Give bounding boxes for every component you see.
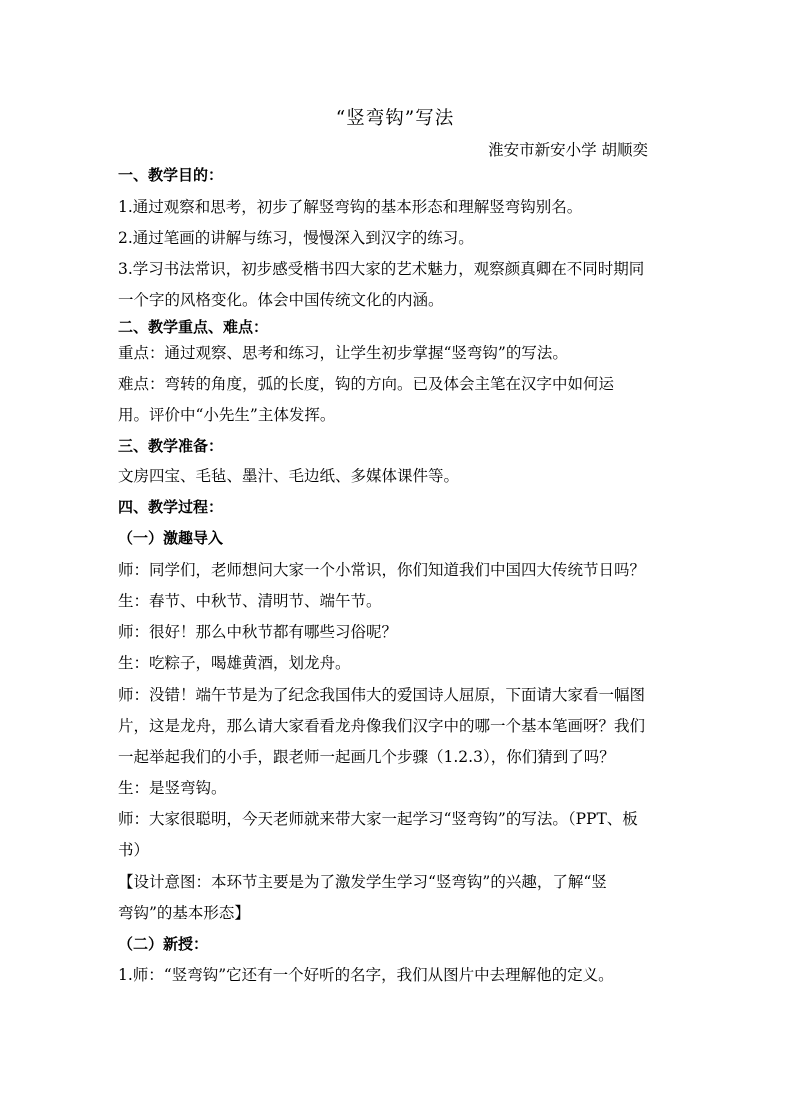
author-line: 淮安市新安小学 胡顺奕 [488, 141, 648, 159]
subsection-intro: （一）激趣导入 [118, 529, 224, 547]
dialogue-line: 师：没错！端午节是为了纪念我国伟大的爱国诗人屈原，下面请大家看一幅图 [118, 686, 646, 704]
dialogue-line: 师：同学们，老师想问大家一个小常识，你们知道我们中国四大传统节日吗？ [118, 561, 646, 579]
dialogue-line: 师：很好！那么中秋节都有哪些习俗呢？ [118, 623, 398, 641]
dialogue-line: 书） [118, 841, 150, 859]
difficult-point-cont: 用。评价中“小先生”主体发挥。 [118, 406, 336, 424]
design-intent-cont: 弯钩”的基本形态】 [118, 904, 250, 922]
dialogue-line: 生：是竖弯钩。 [118, 779, 227, 797]
section-heading-preparation: 三、教学准备： [118, 437, 224, 455]
dialogue-line: 1.师：“竖弯钩”它还有一个好听的名字，我们从图片中去理解他的定义。 [118, 966, 614, 984]
objective-1: 1.通过观察和思考，初步了解竖弯钩的基本形态和理解竖弯钩别名。 [118, 198, 583, 216]
dialogue-line: 生：春节、中秋节、清明节、端午节。 [118, 592, 382, 610]
dialogue-line: 生：吃粽子，喝雄黄酒，划龙舟。 [118, 654, 351, 672]
section-heading-objectives: 一、教学目的： [118, 166, 224, 184]
subsection-new-lesson: （二）新授： [118, 935, 209, 953]
objective-2: 2.通过笔画的讲解与练习，慢慢深入到汉字的练习。 [118, 229, 474, 247]
document-title: “竖弯钩”写法 [335, 108, 455, 129]
section-heading-process: 四、教学过程： [118, 498, 224, 516]
key-point: 重点：通过观察、思考和练习，让学生初步掌握“竖弯钩”的写法。 [118, 344, 568, 362]
difficult-point: 难点：弯转的角度，弧的长度，钩的方向。已及体会主笔在汉字中如何运 [118, 375, 615, 393]
objective-3-cont: 一个字的风格变化。体会中国传统文化的内涵。 [118, 291, 444, 309]
preparation-items: 文房四宝、毛毡、墨汁、毛边纸、多媒体课件等。 [118, 467, 460, 485]
dialogue-line: 片，这是龙舟，那么请大家看看龙舟像我们汉字中的哪一个基本笔画呀？我们 [118, 717, 646, 735]
objective-3: 3.学习书法常识，初步感受楷书四大家的艺术魅力，观察颜真卿在不同时期同 [118, 260, 645, 278]
section-heading-keypoints: 二、教学重点、难点： [118, 318, 269, 336]
design-intent: 【设计意图：本环节主要是为了激发学生学习“竖弯钩”的兴趣，了解“竖 [118, 873, 607, 891]
dialogue-line: 师：大家很聪明，今天老师就来带大家一起学习“竖弯钩”的写法。（PPT、板 [118, 810, 638, 828]
dialogue-line: 一起举起我们的小手，跟老师一起画几个步骤（1.2.3），你们猜到了吗？ [118, 748, 615, 766]
